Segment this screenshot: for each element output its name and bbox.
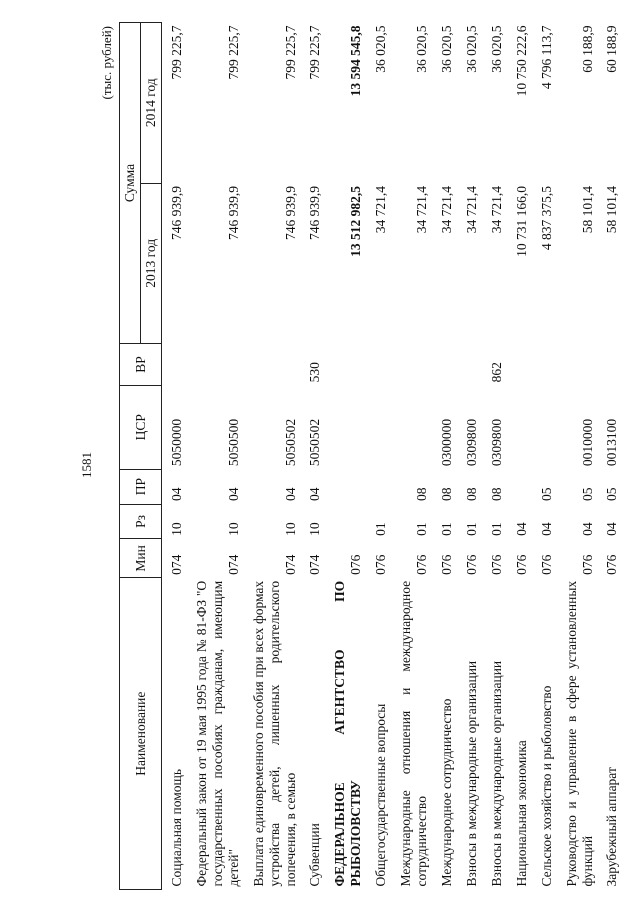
row-name: Выплата единовременного пособия при всех формах устройства детей, лишенных родительского попечения, в семью <box>250 580 298 887</box>
row-vr-code: 862 <box>488 362 504 383</box>
row-vr-code <box>187 344 244 386</box>
row-pr-code: 04 <box>282 487 298 502</box>
row-pr-code <box>507 469 532 504</box>
row-name: Взносы в международные организации <box>463 660 479 887</box>
row-sum-2013: 58 101,4 <box>579 186 595 234</box>
row-pr-code: 04 <box>169 487 184 502</box>
row-csr-code <box>507 385 532 469</box>
row-vr-code <box>162 344 187 386</box>
row-rz-code: 10 <box>282 522 298 536</box>
row-sum-2014: 10 750 222,6 <box>513 25 529 97</box>
row-sum-2014: 13 594 545,8 <box>348 25 364 97</box>
table-row <box>162 23 187 890</box>
row-csr-code <box>391 385 432 469</box>
row-csr-code: 0013100 <box>604 418 620 467</box>
row-pr-code <box>325 469 366 504</box>
row-sum-2013: 34 721,4 <box>438 186 454 234</box>
header-rz: Рз <box>120 504 162 539</box>
row-min-code: 076 <box>438 554 454 575</box>
row-sum-2013: 746 939,9 <box>225 186 241 241</box>
row-pr-code: 08 <box>414 487 430 502</box>
row-csr-code: 5050000 <box>169 418 184 467</box>
row-rz-code: 04 <box>538 522 554 536</box>
row-vr-code <box>244 344 301 386</box>
header-sum: Сумма <box>120 23 141 344</box>
row-csr-code: 0010000 <box>579 418 595 467</box>
row-pr-code: 08 <box>488 487 504 502</box>
row-min-code: 074 <box>282 554 298 575</box>
row-rz-code <box>325 504 366 539</box>
row-pr-code: 08 <box>463 487 479 502</box>
row-sum-2013: 4 837 375,5 <box>538 186 554 251</box>
table-row <box>391 23 432 890</box>
row-name: Федеральный закон от 19 мая 1995 года № 81-ФЗ "О государственных пособиях гражданам, имеющим детей" <box>193 580 241 887</box>
row-csr-code: 5050502 <box>307 418 323 467</box>
row-csr-code <box>325 385 366 469</box>
row-name: Зарубежный аппарат <box>604 767 620 887</box>
row-sum-2014: 799 225,7 <box>225 25 241 80</box>
row-rz-code: 01 <box>438 522 454 536</box>
header-2013: 2013 год <box>141 183 162 344</box>
row-vr-code <box>457 344 482 386</box>
row-csr-code: 5050500 <box>225 418 241 467</box>
row-csr-code: 0300000 <box>438 418 454 467</box>
row-sum-2013: 34 721,4 <box>414 186 430 234</box>
row-name: Субвенции <box>307 823 323 887</box>
row-min-code: 076 <box>414 554 430 575</box>
row-sum-2014: 36 020,5 <box>414 25 430 73</box>
row-rz-code: 01 <box>463 522 479 536</box>
row-rz-code: 01 <box>373 522 389 536</box>
row-sum-2014: 4 796 113,7 <box>538 25 554 90</box>
row-sum-2014: 799 225,7 <box>282 25 298 80</box>
row-vr-code <box>507 344 532 386</box>
header-2014: 2014 год <box>141 23 162 184</box>
row-pr-code: 05 <box>538 487 554 502</box>
table-row <box>557 23 598 890</box>
header-vr: ВР <box>120 344 162 386</box>
row-pr-code: 04 <box>307 487 323 502</box>
row-pr-code: 05 <box>579 487 595 502</box>
row-vr-code <box>597 344 622 386</box>
row-min-code: 076 <box>604 554 620 575</box>
row-vr-code <box>325 344 366 386</box>
row-sum-2013: 34 721,4 <box>488 186 504 234</box>
row-rz-code: 10 <box>225 522 241 536</box>
row-sum-2014: 36 020,5 <box>488 25 504 73</box>
row-min-code: 076 <box>348 554 364 575</box>
page-number: 1581 <box>79 452 94 478</box>
row-csr-code <box>532 385 557 469</box>
row-pr-code: 08 <box>438 487 454 502</box>
row-name: Взносы в международные организации <box>488 660 504 887</box>
table-row <box>244 23 301 890</box>
row-csr-code: 0309800 <box>488 418 504 467</box>
table-row <box>507 23 532 890</box>
row-sum-2014: 60 188,9 <box>579 25 595 73</box>
row-sum-2013: 34 721,4 <box>373 186 389 234</box>
row-sum-2014: 36 020,5 <box>463 25 479 73</box>
row-name: Общегосударственные вопросы <box>373 703 389 887</box>
table-row <box>300 23 325 890</box>
table-row <box>432 23 457 890</box>
header-name: Наименование <box>120 578 162 890</box>
table-row <box>597 23 622 890</box>
row-rz-code: 01 <box>488 522 504 536</box>
row-vr-code <box>532 344 557 386</box>
header-csr: ЦСР <box>120 385 162 469</box>
rotated-document-page <box>79 20 620 890</box>
table-row <box>366 23 391 890</box>
row-name: ФЕДЕРАЛЬНОЕ АГЕНТСТВО ПО РЫБОЛОВСТВУ <box>332 580 364 887</box>
row-sum-2013: 746 939,9 <box>307 186 323 241</box>
row-sum-2014: 60 188,9 <box>604 25 620 73</box>
row-vr-code <box>432 344 457 386</box>
row-name: Национальная экономика <box>513 740 529 887</box>
row-min-code: 076 <box>513 554 529 575</box>
row-name: Сельское хозяйство и рыболовство <box>538 685 554 887</box>
units-label: (тыс. рублей) <box>99 26 114 100</box>
row-rz-code: 01 <box>414 522 430 536</box>
row-vr-code <box>557 344 598 386</box>
row-csr-code: 0309800 <box>463 418 479 467</box>
table-row <box>325 23 366 890</box>
header-min: Мин <box>120 539 162 578</box>
row-pr-code <box>366 469 391 504</box>
row-rz-code: 04 <box>579 522 595 536</box>
row-min-code: 074 <box>307 554 323 575</box>
row-name: Социальная помощь <box>169 768 184 887</box>
row-vr-code <box>366 344 391 386</box>
row-name: Международное сотрудничество <box>438 698 454 887</box>
row-sum-2014: 36 020,5 <box>438 25 454 73</box>
row-sum-2013: 746 939,9 <box>169 186 184 241</box>
table-row <box>482 23 507 890</box>
row-sum-2014: 799 225,7 <box>169 25 184 80</box>
row-pr-code: 04 <box>225 487 241 502</box>
row-vr-code <box>391 344 432 386</box>
row-min-code: 076 <box>373 554 389 575</box>
row-sum-2014: 799 225,7 <box>307 25 323 80</box>
row-rz-code: 10 <box>169 522 184 536</box>
row-min-code: 074 <box>169 554 184 575</box>
row-rz-code: 04 <box>513 522 529 536</box>
row-name: Руководство и управление в сфере установленных функций <box>563 580 595 887</box>
row-sum-2014: 36 020,5 <box>373 25 389 73</box>
row-rz-code: 04 <box>604 522 620 536</box>
row-sum-2013: 10 731 166,0 <box>513 186 529 257</box>
row-min-code: 076 <box>538 554 554 575</box>
table-row <box>187 23 244 890</box>
table-body <box>162 23 623 890</box>
row-sum-2013: 13 512 982,5 <box>348 186 364 257</box>
row-sum-2013: 746 939,9 <box>282 186 298 241</box>
row-csr-code <box>366 385 391 469</box>
row-sum-2013: 58 101,4 <box>604 186 620 234</box>
row-min-code: 074 <box>225 554 241 575</box>
row-min-code: 076 <box>488 554 504 575</box>
row-vr-code: 530 <box>307 362 323 383</box>
row-pr-code: 05 <box>604 487 620 502</box>
row-csr-code: 5050502 <box>282 418 298 467</box>
row-min-code: 076 <box>579 554 595 575</box>
table-row <box>532 23 557 890</box>
row-rz-code: 10 <box>307 522 323 536</box>
row-name: Международные отношения и международное сотрудничество <box>398 580 430 887</box>
budget-table <box>119 22 622 890</box>
header-pr: ПР <box>120 469 162 504</box>
table-row <box>457 23 482 890</box>
row-min-code: 076 <box>463 554 479 575</box>
row-sum-2013: 34 721,4 <box>463 186 479 234</box>
